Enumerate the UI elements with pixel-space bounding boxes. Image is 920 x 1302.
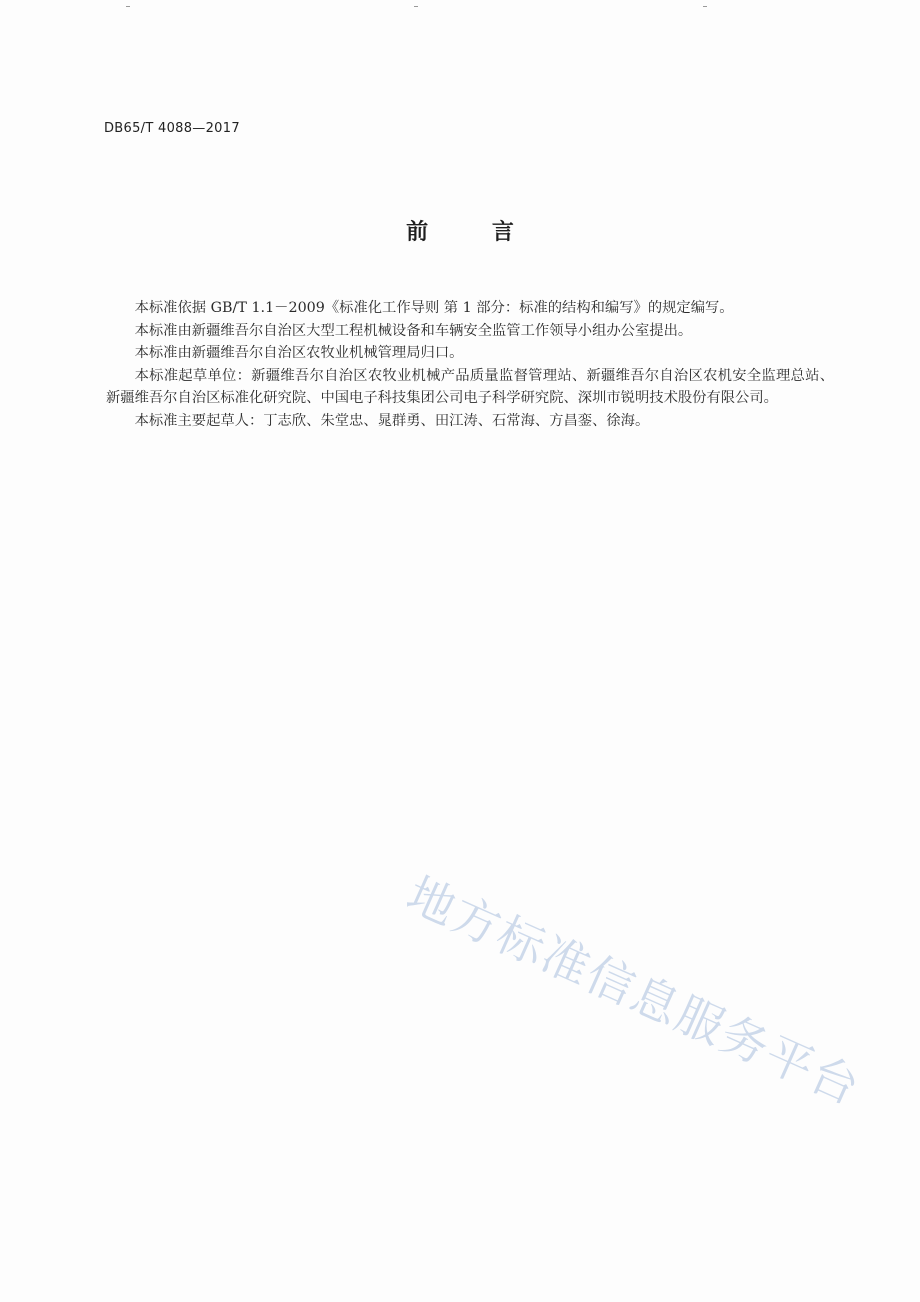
standard-code: DB65/T 4088—2017 bbox=[104, 121, 240, 136]
watermark: 地方标准信息服务平台 bbox=[398, 867, 869, 1117]
scan-mark bbox=[414, 6, 418, 7]
paragraph-administrator: 本标准由新疆维吾尔自治区农牧业机械管理局归口。 bbox=[134, 345, 464, 361]
paragraph-basis: 本标准依据 GB/T 1.1－2009《标准化工作导则 第 1 部分：标准的结构和编写》的规定编写。 bbox=[134, 300, 734, 316]
paragraph-drafters: 本标准主要起草人：丁志欣、朱堂忠、晁群勇、田江涛、石常海、方昌銮、徐海。 bbox=[134, 412, 650, 429]
page-title: 前 言 bbox=[406, 220, 542, 245]
scan-mark bbox=[703, 6, 707, 7]
foreword-body bbox=[106, 297, 834, 432]
paragraph-drafting-units: 本标准起草单位：新疆维吾尔自治区农牧业机械产品质量监督管理站、新疆维吾尔自治区农机安全监理总站、新疆维吾尔自治区标准化研究院、中国电子科技集团公司电子科学研究院、深圳市锐明技术股份有限公司。 bbox=[106, 367, 834, 406]
scan-mark bbox=[126, 6, 130, 7]
paragraph-proposer: 本标准由新疆维吾尔自治区大型工程机械设备和车辆安全监管工作领导小组办公室提出。 bbox=[134, 322, 693, 339]
